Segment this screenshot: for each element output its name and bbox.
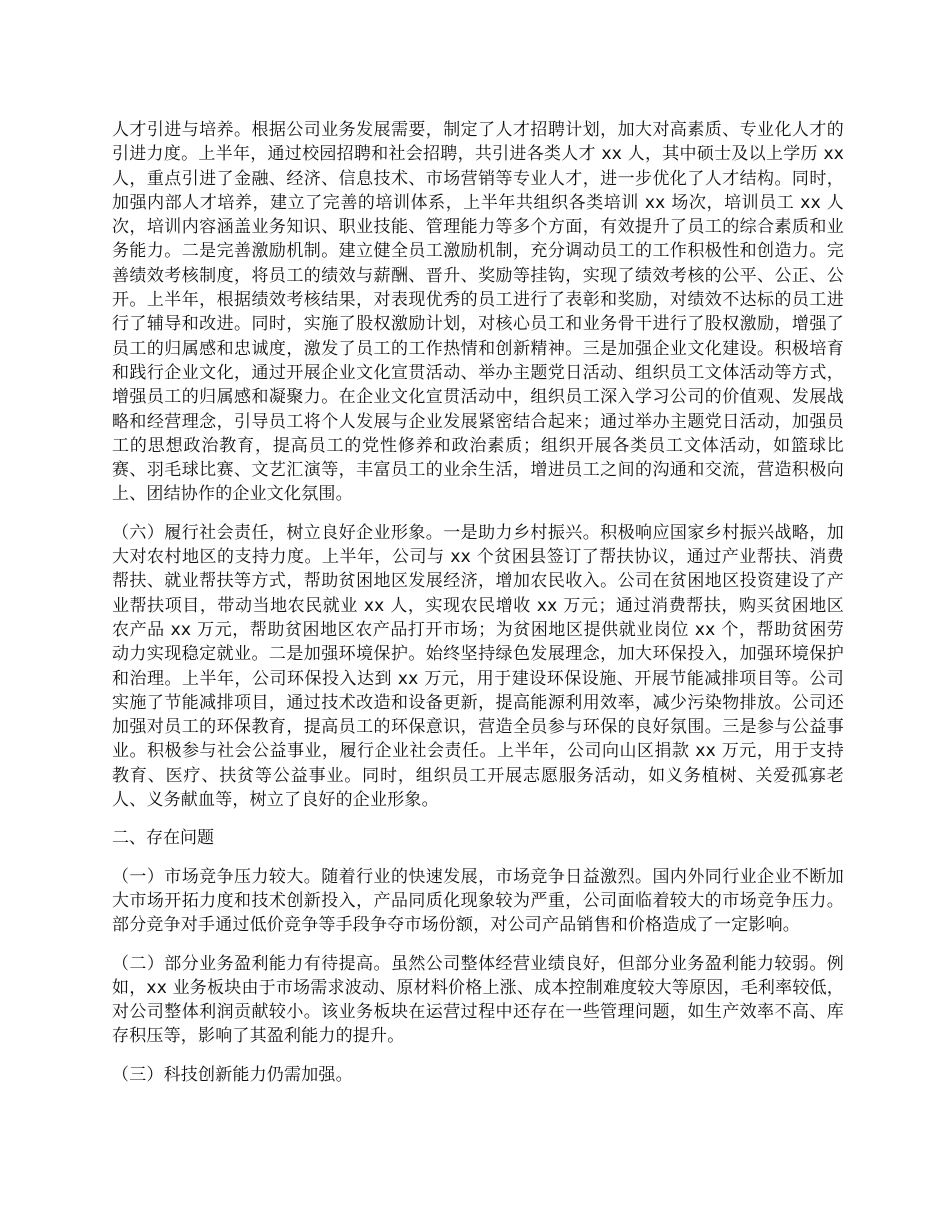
paragraph-issue-market-competition: （一）市场竞争压力较大。随着行业的快速发展，市场竞争日益激烈。国内外同行业企业不断加大市场开拓力度和技术创新投入，产品同质化现象较为严重，公司面临着较大的市场竞争压力。部分竞争对手通过低价竞争等手段争夺市场份额，对公司产品销售和价格造成了一定影响。 <box>112 866 844 936</box>
paragraph-social-responsibility: （六）履行社会责任，树立良好企业形象。一是助力乡村振兴。积极响应国家乡村振兴战略，加大对农村地区的支持力度。上半年，公司与 xx 个贫困县签订了帮扶协议，通过产业帮扶、消费帮扶、就业帮扶等方式，帮助贫困地区发展经济，增加农民收入。公司在贫困地区投资建设了产业帮扶项目，带动当地农民就业 xx 人，实现农民增收 xx 万元；通过消费帮扶，购买贫困地区农产品 xx 万元，帮助贫困地区农产品打开市场；为贫困地区提供就业岗位 xx 个，帮助贫困劳动力实现稳定就业。二是加强环境保护。始终坚持绿色发展理念，加大环保投入，加强环境保护和治理。上半年，公司环保投入达到 xx 万元，用于建设环保设施、开展节能减排项目等。公司实施了节能减排项目，通过技术改造和设备更新，提高能源利用效率，减少污染物排放。公司还加强对员工的环保教育，提高员工的环保意识，营造全员参与环保的良好氛围。三是参与公益事业。积极参与社会公益事业，履行企业社会责任。上半年，公司向山区捐款 xx 万元，用于支持教育、医疗、扶贫等公益事业。同时，组织员工开展志愿服务活动，如义务植树、关爱孤寡老人、义务献血等，树立了良好的企业形象。 <box>112 522 844 811</box>
paragraph-talent-development: 人才引进与培养。根据公司业务发展需要，制定了人才招聘计划，加大对高素质、专业化人才的引进力度。上半年，通过校园招聘和社会招聘，共引进各类人才 xx 人，其中硕士及以上学历 xx 人，重点引进了金融、经济、信息技术、市场营销等专业人才，进一步优化了人才结构。同时，加强内部人才培养，建立了完善的培训体系，上半年共组织各类培训 xx 场次，培训员工 xx 人次，培训内容涵盖业务知识、职业技能、管理能力等多个方面，有效提升了员工的综合素质和业务能力。二是完善激励机制。建立健全员工激励机制，充分调动员工的工作积极性和创造力。完善绩效考核制度，将员工的绩效与薪酬、晋升、奖励等挂钩，实现了绩效考核的公平、公正、公开。上半年，根据绩效考核结果，对表现优秀的员工进行了表彰和奖励，对绩效不达标的员工进行了辅导和改进。同时，实施了股权激励计划，对核心员工和业务骨干进行了股权激励，增强了员工的归属感和忠诚度，激发了员工的工作热情和创新精神。三是加强企业文化建设。积极培育和践行企业文化，通过开展企业文化宣贯活动、举办主题党日活动、组织员工文体活动等方式，增强员工的归属感和凝聚力。在企业文化宣贯活动中，组织员工深入学习公司的价值观、发展战略和经营理念，引导员工将个人发展与企业发展紧密结合起来；通过举办主题党日活动，加强员工的思想政治教育，提高员工的党性修养和政治素质；组织开展各类员工文体活动，如篮球比赛、羽毛球比赛、文艺汇演等，丰富员工的业余生活，增进员工之间的沟通和交流，营造积极向上、团结协作的企业文化氛围。 <box>112 120 844 505</box>
paragraph-issue-profitability: （二）部分业务盈利能力有待提高。虽然公司整体经营业绩良好，但部分业务盈利能力较弱。例如，xx 业务板块由于市场需求波动、原材料价格上涨、成本控制难度较大等原因，毛利率较低，对公司整体利润贡献较小。该业务板块在运营过程中还存在一些管理问题，如生产效率不高、库存积压等，影响了其盈利能力的提升。 <box>112 953 844 1047</box>
document-page <box>112 118 844 1101</box>
paragraph-issue-innovation: （三）科技创新能力仍需加强。 <box>112 1064 353 1085</box>
section-heading: 二、存在问题 <box>112 828 214 849</box>
